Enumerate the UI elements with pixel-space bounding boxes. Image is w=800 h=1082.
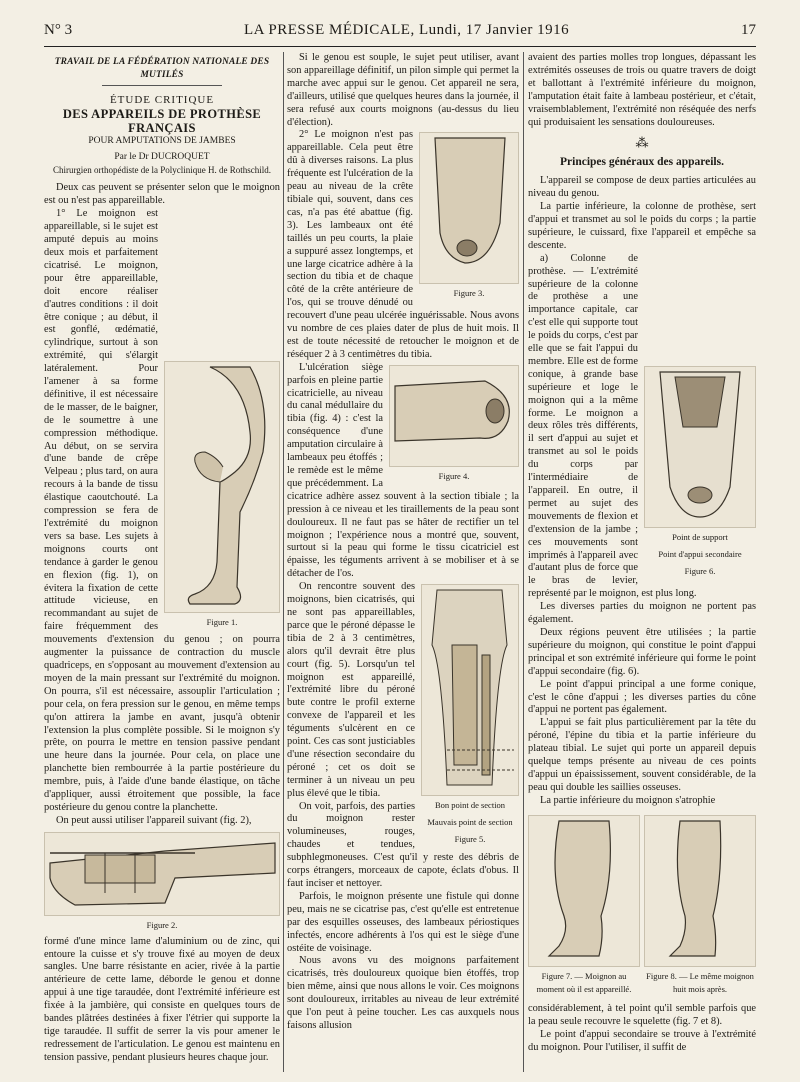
paragraph: formé d'une mince lame d'aluminium ou de zinc, qui entoure la cuisse et s'y trouve fixé au moyen de deux sangles. Une barre résistante en acier, rivée à la partie antérieure de cette lame, déborde le genou et donne appui à une tige taraudée, dont l'extrémité inférieure est fixée à la jambière, qui consiste en quelques tours de bandes plâtrées destinées à fixer l'étrier qui supporte la tige taraudée. Il suffit de serrer la vis pour amener le redressement de l'articulation. Le genou est maintenu en tension passive, pendant plusieurs heures chaque jour.: [44, 935, 280, 1063]
figure-6-label-secondary: Point d'appui secondaire: [658, 548, 742, 559]
paragraph: considérablement, à tel point qu'il semble parfois que la peau seule recouvre le squelette (fig. 7 et 8).: [528, 1003, 756, 1028]
paragraph: Deux régions peuvent être utilisées ; la partie supérieure du moignon, qui constitue le point d'appui principal et son extrémité inférieure qui forme le point d'appui secondaire (fig. 6).: [528, 626, 756, 677]
figure-3-caption: Figure 3.: [453, 288, 485, 299]
paragraph: Nous avons vu des moignons parfaitement cicatrisés, très douloureux quoique bien étoffés, trop bien même, ainsi que nous allons le voir. Ces moignons sont douloureux, irritables au niveau de leur extrémité que l'on peut à peine toucher. Les cas auxquels nous faisons allusion: [287, 955, 519, 1031]
column-1: [44, 52, 280, 1072]
paragraph: Le point d'appui secondaire se trouve à l'extrémité du moignon. Pour l'utiliser, il suffit de: [528, 1029, 756, 1054]
figure-6: [644, 363, 756, 582]
paragraph: 1° Le moignon est appareillable, si le sujet est amputé depuis au moins deux mois et parfaitement cicatrisé. Le moignon, pour être appareillable, doit encore réaliser d'autres conditions : il doit être conique ; au début, il est gonflé, œdématié, cylindrique, surtout à son extrémité, qui s'élargit latéralement. Pour l'amener à sa forme définitive, il est nécessaire de le masser, de le baigner, de le soumettre à une compression méthodique. Au début, on se servira d'une bande de crêpe Velpeau ; plus tard, on aura recours à la bande de tissu élastique caoutchouté. La compression se fera de l'extrémité du moignon vers sa base. Les sujets à moignons courts ont tendance à garder le genou en flexion (fig. 1), on évitera la fixation de cette attitude vicieuse, en recommandant au sujet de faire fréquemment des mouvements d'extension du genou ; on pourra augmenter la puissance de contraction du muscle quadriceps, en s'opposant au mouvement d'extension au moyen de la main pressant sur l'extrémité du moignon. On pourra, s'il est nécessaire, assouplir l'articulation ; pour cela, on fera pression sur le genou, en même temps qu'on attirera la jambe en avant, jusqu'à obtenir l'extension la plus complète possible. Si le moignon s'y prête, on pourra le mettre en tension passive pendant une heure dans la journée. Pour cela, on place une planchette bien rembourrée à la partie postérieure du membre, puis, à l'aide d'une bande élastique, on tâche d'appliquer, aussi étroitement que possible, la face postérieure du genou contre la planchette.: [44, 208, 280, 813]
column-divider: [283, 52, 284, 1072]
figure-6-caption: Figure 6.: [684, 565, 716, 576]
figure-5-label-good: Bon point de section: [434, 800, 506, 811]
article-author: Par le Dr DUCROQUET: [114, 151, 210, 162]
paragraph: On voit, parfois, des parties du moignon rester volumineuses, rouges, chaudes et tendues, subphlegmoneuses. C'est qu'il y reste des débris de corps étrangers, morceaux de capote, éclats d'obus. Il faut inciser et nettoyer.: [287, 800, 519, 889]
figure-4-drawing: [390, 366, 518, 466]
journal-title: LA PRESSE MÉDICALE, Lundi, 17 Janvier 1916: [243, 22, 570, 38]
article-title: DES APPAREILS DE PROTHÈSE FRANÇAIS: [62, 106, 262, 135]
paragraph: L'ulcération siège parfois en pleine partie cicatricielle, au niveau du canal médullaire du tibia (fig. 4) : c'est la conséquence d'une amputation circulaire à lambeaux peu étoffés ; le remède est le même que précédemment. La cicatrice adhère assez souvent à la section tibiale ; la pression à ce niveau et les tiraillements de la peau sont douloureux. Il ne faut pas se hâter de rectifier un tel moignon ; l'expérience nous a montré que, souvent, surtout si la peau qui forme le tissu cicatriciel est épaisse, les téguments arrivent à se mobiliser et à se détacher de l'os.: [287, 361, 519, 580]
paragraph: Parfois, le moignon présente une fistule qui donne peu, mais ne se cicatrise pas, c'est qu'elle est entretenue par des esquilles osseuses, des lambeaux périostiques infectés, encore adhérents à l'os qui est le siège d'une ostéite de voisinage.: [287, 890, 519, 954]
figure-2-drawing: [45, 833, 279, 915]
figure-7-drawing: [529, 816, 639, 966]
paragraph: La partie inférieure du moignon s'atrophie: [540, 794, 716, 806]
figure-5: [421, 581, 519, 850]
column-2: [287, 52, 519, 1072]
figure-8-caption: Figure 8. — Le même moignon huit mois après.: [646, 970, 754, 994]
paragraph: Le point d'appui principal a une forme conique, c'est le cône d'appui ; les diverses parties du cône d'appui ne portent pas également.: [528, 678, 756, 716]
section-label: TRAVAIL DE LA FÉDÉRATION NATIONALE DES MUTILÉS: [54, 57, 270, 80]
paragraph: Si le genou est souple, le sujet peut utiliser, avant son appareillage définitif, un pilon simple qui permet la marche avec appui sur le genou. Cet appareil ne sera, d'ailleurs, utilisé que quelques heures dans la journée, il sera refusé aux courts moignons (au-dessus du lieu d'élection).: [287, 52, 519, 128]
paragraph: avaient des parties molles trop longues, dépassant les extrémités osseuses de trois ou quatre travers de doigt et ballottant à l'extrémité inférieure du moignon, l'amputation était faite à lambeau postérieur, et c'était, vraisemblablement, l'extrémité non réséquée des nerfs qui produisaient les sensations douloureuses.: [528, 52, 756, 128]
figure-1: [164, 358, 280, 633]
figure-7-caption: Figure 7. — Moignon au moment où il est appareillé.: [536, 970, 632, 994]
figure-6-drawing: [645, 367, 755, 527]
article-affiliation: Chirurgien orthopédiste de la Polyclinique H. de Rothschild.: [52, 164, 272, 175]
divider: [102, 85, 222, 86]
issue-number: N° 3: [44, 22, 73, 38]
paragraph: Deux cas peuvent se présenter selon que le moignon est ou n'est pas appareillable.: [44, 182, 280, 207]
figure-5-drawing: [422, 585, 518, 795]
column-3: [528, 52, 756, 1072]
paragraph: Les diverses parties du moignon ne portent pas également.: [528, 601, 756, 626]
section-heading: Principes généraux des appareils.: [560, 156, 724, 169]
figure-1-drawing: [165, 362, 279, 612]
figure-8-drawing: [645, 816, 755, 966]
header-rule: [44, 46, 756, 47]
section-stars: ⁂: [635, 135, 649, 151]
article-kicker: ÉTUDE CRITIQUE: [109, 93, 215, 106]
page-header: [44, 22, 756, 44]
paragraph: 2° Le moignon n'est pas appareillable. Cela peut être dû à diverses raisons. La plus fréquente est l'ulcération de la peau au niveau de la crête tibiale qui, souvent, dans ces cas, n'a pas été abattue (fig. 3). Les lambeaux ont été taillés un peu courts, la plaie a suppuré assez longtemps, et une large cicatrice adhère à la section du tibia et de chaque côté de la crête antérieure de l'os, qui se trouve dénudé ou recouvert d'une peau ulcérée inguérissable. Nous avons vu nombre de ces plaies dater de plus de huit mois. Il est de toute nécessité de retoucher le moignon et de réséquer 2 à 3 centimètres du tibia.: [287, 129, 519, 360]
figure-3: [419, 129, 519, 304]
paragraph: On rencontre souvent des moignons, bien cicatrisés, qui ne sont pas appareillables, parce que le péroné dépasse le tibia de 2 à 3 centimètres, alors qu'il devrait être plus court (fig. 5). Lorsqu'un tel moignon est appareillé, l'extrémité libre du péroné bute contre le profil externe convexe de l'appareil et les téguments s'ulcèrent en ce point. Ces cas sont justiciables d'une résection secondaire du péroné ; cet os doit se terminer à un niveau un peu plus élevé que le tibia.: [287, 581, 415, 799]
figure-8: [644, 812, 756, 1000]
figures-7-8: [528, 812, 756, 1000]
figure-3-drawing: [420, 133, 518, 283]
paragraph: On peut aussi utiliser l'appareil suivant (fig. 2),: [56, 814, 252, 826]
paragraph: L'appui se fait plus particulièrement par la tête du péroné, l'épine du tibia et la partie inférieure du plateau tibial. Le sujet qui porte un appareil depuis quelque temps présente au niveau de ces points d'appui un épaississement, souvent considérable, de la peau qui double les saillies osseuses.: [528, 717, 756, 793]
figure-4-caption: Figure 4.: [438, 470, 470, 481]
paragraph: a) Colonne de prothèse. — L'extrémité supérieure de la colonne de prothèse a une importance capitale, car c'est elle qui supporte tout le poids du corps, c'est par elle que se fait l'appui du membre. Elle est de forme conique, à grande base supérieure et loge le moignon qui a la même forme. Le moignon a deux rôles très différents, il sert d'appui au sujet et transmet au sol le poids du corps par l'intermédiaire de l'appareil. En outre, il permet au sujet des mouvements de flexion et d'extension de la jambe ; ces mouvements sont imprimés à l'appareil avec d'autant plus de force que le bras de levier, représenté par le moignon, est plus long.: [528, 252, 697, 600]
figure-4: [389, 362, 519, 487]
paragraph: L'appareil se compose de deux parties articulées au niveau du genou.: [528, 175, 756, 200]
column-divider: [523, 52, 524, 1072]
figure-5-label-bad: Mauvais point de section: [427, 817, 513, 828]
figure-2: [44, 832, 280, 932]
figure-5-caption: Figure 5.: [454, 833, 486, 844]
figure-7: [528, 812, 640, 1000]
article-subtitle: POUR AMPUTATIONS DE JAMBES: [88, 135, 236, 146]
paragraph: La partie inférieure, la colonne de prothèse, sert d'appui et transmet au sol le poids du corps ; la partie supérieure, le cuissard, fixe l'appareil et empêche sa descente.: [528, 201, 756, 251]
figure-6-label-support: Point de support: [672, 531, 728, 542]
page-number: 17: [740, 22, 756, 38]
figure-1-caption: Figure 1.: [206, 617, 238, 628]
figure-2-caption: Figure 2.: [146, 919, 178, 930]
